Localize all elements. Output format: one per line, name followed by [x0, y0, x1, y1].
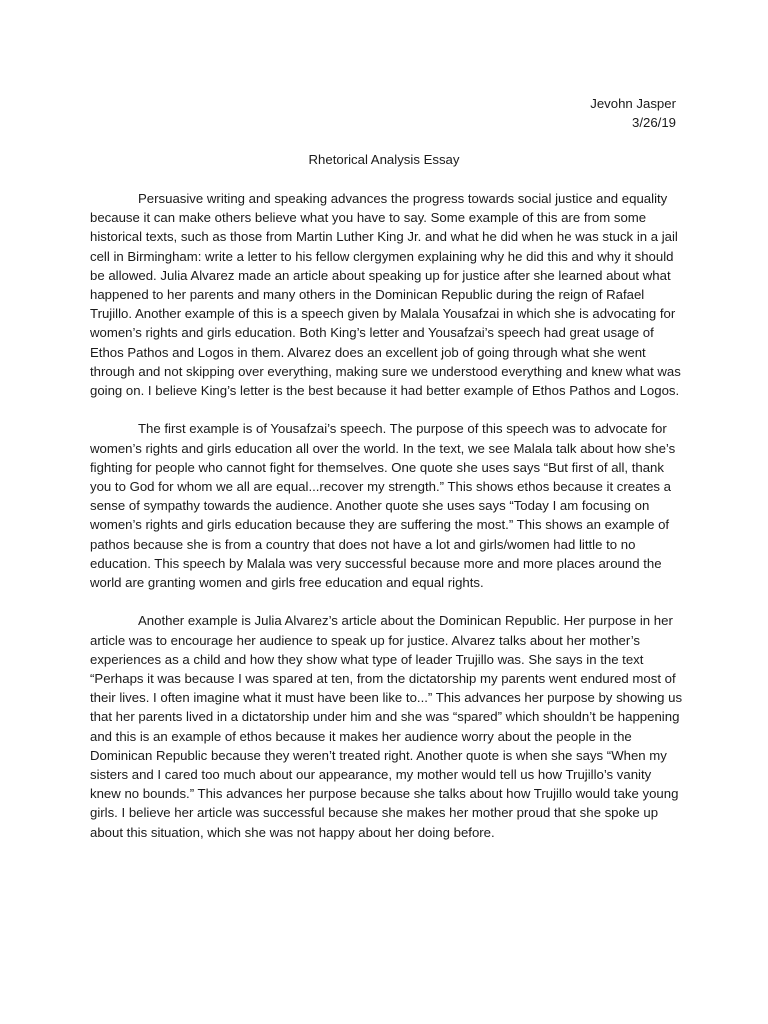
essay-title: Rhetorical Analysis Essay: [308, 152, 460, 167]
header-block: [590, 94, 676, 132]
author-name: Jevohn Jasper: [590, 96, 676, 111]
paragraph-3: Another example is Julia Alvarez’s article about the Dominican Republic. Her purpose in her article was to encourage her audience to speak up for justice. Alvarez talks about her mother’s experiences as a child and how they show what type of leader Trujillo was. She says in the text “Perhaps it was because I was spared at ten, from the dictatorship my parents went endured most of their lives. I often imagine what it must have been like to...” This advances her purpose by showing us that her parents lived in a dictatorship under him and she was “spared” which shouldn’t be happening and this is an example of ethos because it makes her audience worry about the people in the Dominican Republic because they weren’t treated right. Another quote is when she says “When my sisters and I cared too much about our appearance, my mother would tell us how Trujillo’s vanity knew no bounds.” This advances her purpose because she talks about how Trujillo would take young girls. I believe her article was successful because she makes her mother proud that she spoke up about this situation, which she was not happy about her doing before.: [90, 613, 683, 840]
paragraph-2: The first example is of Yousafzai’s speech. The purpose of this speech was to advocate for women’s rights and girls education all over the world. In the text, we see Malala talk about how she’s fighting for people who cannot fight for themselves. One quote she uses says “But first of all, thank you to God for whom we all are equal...recover my strength.” This shows ethos because it creates a sense of sympathy towards the audience. Another quote she uses says “Today I am focusing on women’s rights and girls education because they are suffering the most.” This shows an example of pathos because she is from a country that does not have a lot and girls/women had little to no education. This speech by Malala was very successful because more and more places around the world are granting women and girls free education and equal rights.: [90, 421, 676, 591]
essay-date: 3/26/19: [632, 115, 676, 130]
paragraph-1: Persuasive writing and speaking advances the progress towards social justice and equality because it can make others believe what you have to say. Some example of this are from some historical texts, such as those from Martin Luther King Jr. and what he did when he was stuck in a jail cell in Birmingham: write a letter to his fellow clergymen explaining why he did this and why it should be allowed. Julia Alvarez made an article about speaking up for justice after she learned about what happened to her parents and many others in the Dominican Republic during the reign of Rafael Trujillo. Another example of this is a speech given by Malala Yousafzai in which she is advocating for women’s rights and girls education. Both King’s letter and Yousafzai’s speech had great usage of Ethos Pathos and Logos in them. Alvarez does an excellent job of going through what she went through and not skipping over everything, making sure we understood everything and knew what was going on. I believe King’s letter is the best because it had better example of Ethos Pathos and Logos.: [90, 191, 681, 399]
essay-body: [90, 189, 685, 861]
